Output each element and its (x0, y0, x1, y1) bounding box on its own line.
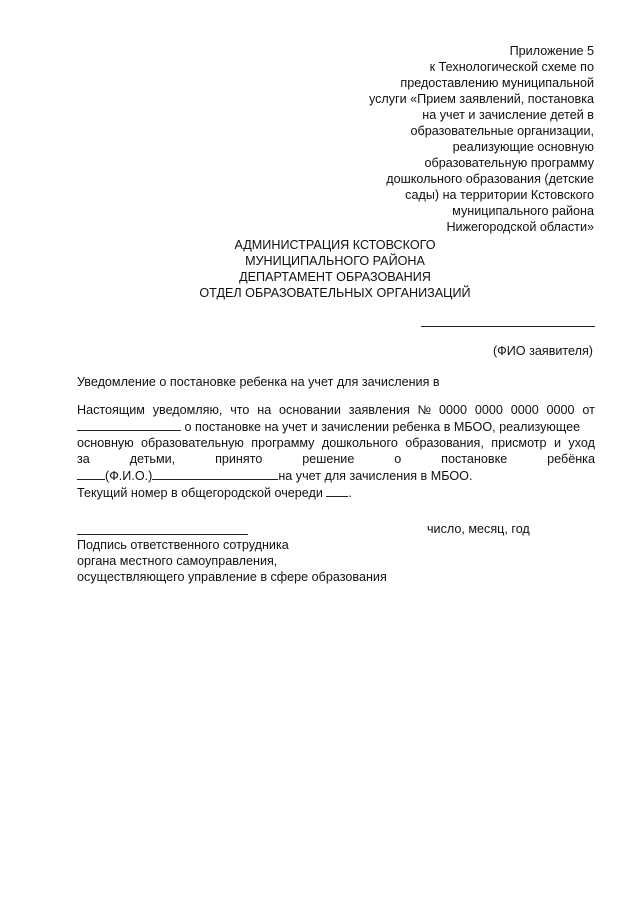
appendix-line: образовательную программу (424, 156, 594, 170)
notice-line-5-text: на учет для зачисления в МБОО. (278, 469, 473, 483)
application-number-part: 0000 (546, 403, 575, 417)
blank-line (77, 467, 105, 480)
word: решение (302, 452, 355, 466)
authority-line: ДЕПАРТАМЕНТ ОБРАЗОВАНИЯ (239, 270, 431, 284)
appendix-line: предоставлению муниципальной (400, 76, 594, 90)
word: образования, (405, 436, 484, 450)
appendix-header (304, 43, 594, 235)
authority-line: ОТДЕЛ ОБРАЗОВАТЕЛЬНЫХ ОРГАНИЗАЦИЙ (199, 286, 471, 300)
notice-line-1 (77, 402, 595, 418)
word: дошкольного (321, 436, 398, 450)
appendix-line: Нижегородской области» (446, 220, 594, 234)
application-number-part: 0000 (439, 403, 468, 417)
word: присмотр (491, 436, 547, 450)
signature-caption-line: осуществляющего управление в сфере образования (77, 570, 387, 584)
authority-line: МУНИЦИПАЛЬНОГО РАЙОНА (245, 254, 425, 268)
word: на (257, 403, 272, 417)
word: заявления (348, 403, 410, 417)
date-caption: число, месяц, год (427, 522, 530, 536)
appendix-line: к Технологической схеме по (429, 60, 594, 74)
signature-caption-line: Подпись ответственного сотрудника (77, 538, 289, 552)
applicant-name-line (421, 326, 595, 327)
word: Настоящим (77, 403, 145, 417)
word: основную (77, 436, 134, 450)
child-fio-blank (152, 467, 278, 480)
notice-line-2 (77, 418, 595, 435)
notice-body (77, 402, 595, 501)
applicant-caption: (ФИО заявителя) (492, 344, 593, 358)
appendix-line: образовательные организации, (410, 124, 594, 138)
word: образовательную (141, 436, 244, 450)
word: ребёнка (547, 452, 595, 466)
word: детьми, (129, 452, 176, 466)
appendix-line: услуги «Прием заявлений, постановка (368, 92, 594, 106)
notice-line-2-text: о постановке на учет и зачислении ребенка в МБОО, реализующее (184, 420, 581, 434)
appendix-line: Приложение 5 (509, 44, 594, 58)
word: принято (215, 452, 263, 466)
appendix-line: дошкольного образования (детские (386, 172, 594, 186)
word: о (394, 452, 402, 466)
authority-line: АДМИНИСТРАЦИЯ КСТОВСКОГО (234, 238, 436, 252)
signature-caption (77, 537, 387, 585)
signature-caption-line: органа местного самоуправления, (77, 554, 278, 568)
word: и (553, 436, 562, 450)
signature-line (77, 534, 248, 535)
word: № (417, 403, 432, 417)
notice-line-4 (77, 451, 595, 467)
word: уведомляю, (152, 403, 223, 417)
notice-line-6 (77, 484, 595, 501)
notice-line-5 (77, 467, 595, 484)
notice-title: Уведомление о постановке ребенка на учет для зачисления в (77, 375, 440, 389)
queue-number-label: Текущий номер в общегородской очереди (77, 486, 323, 500)
word: за (77, 452, 90, 466)
period: . (348, 486, 352, 500)
appendix-line: муниципального района (452, 204, 594, 218)
word: программу (251, 436, 315, 450)
word: от (582, 403, 595, 417)
authority-heading (140, 237, 530, 301)
appendix-line: на учет и зачисление детей в (422, 108, 594, 122)
date-blank (77, 418, 181, 431)
word: основании (279, 403, 341, 417)
application-number-part: 0000 (474, 403, 503, 417)
word: уход (568, 436, 595, 450)
appendix-line: реализующие основную (452, 140, 594, 154)
application-number-part: 0000 (510, 403, 539, 417)
appendix-line: сады) на территории Кстовского (405, 188, 594, 202)
word: постановке (441, 452, 508, 466)
queue-number-blank (326, 484, 348, 497)
notice-line-3 (77, 435, 595, 451)
word: что (230, 403, 250, 417)
child-fio-label: (Ф.И.О.) (105, 469, 153, 483)
